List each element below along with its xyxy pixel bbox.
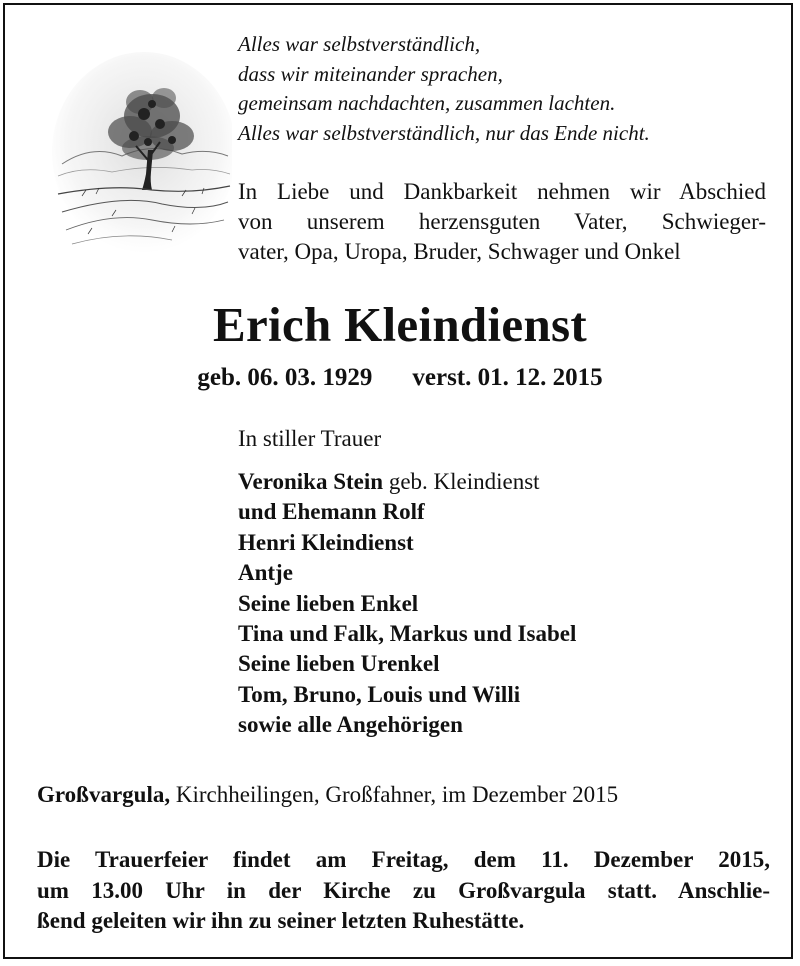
mourning-label: In stiller Trauer bbox=[238, 426, 382, 451]
place-and-date bbox=[37, 780, 618, 810]
place-main: Großvargula, bbox=[37, 782, 171, 807]
life-dates bbox=[0, 362, 800, 394]
intro-line: vater, Opa, Uropa, Bruder, Schwager und Onkel bbox=[238, 239, 681, 264]
birth-date: geb. 06. 03. 1929 bbox=[197, 364, 373, 391]
poem-line: dass wir miteinander sprachen, bbox=[238, 61, 503, 86]
funeral-line: um 13.00 Uhr in der Kirche zu Großvargula statt. Anschlie- bbox=[37, 877, 770, 903]
mourner-line: Seine lieben Enkel bbox=[238, 590, 419, 616]
poem-line: Alles war selbstverständlich, bbox=[238, 32, 481, 56]
poem-line: Alles war selbstverständlich, nur das Ende nicht. bbox=[238, 120, 650, 145]
poem-line: gemeinsam nachdachten, zusammen lachten. bbox=[238, 91, 616, 115]
death-date: verst. 01. 12. 2015 bbox=[412, 364, 603, 391]
deceased-name: Erich Kleindienst bbox=[213, 297, 587, 352]
mourner-maiden-name: geb. Kleindienst bbox=[383, 469, 540, 494]
mourner-line: Antje bbox=[238, 560, 293, 586]
tree-landscape-illustration bbox=[52, 44, 232, 256]
funeral-line: ßend geleiten wir ihn zu seiner letzten Ruhestätte. bbox=[37, 908, 525, 933]
mourner-line bbox=[238, 467, 576, 497]
funeral-line: Die Trauerfeier findet am Freitag, dem 11. Dezember 2015, bbox=[37, 847, 770, 872]
mourners-list bbox=[238, 467, 576, 741]
mourner-line: Henri Kleindienst bbox=[238, 529, 414, 555]
farewell-intro bbox=[238, 177, 766, 267]
mourner-line: sowie alle Angehörigen bbox=[238, 712, 463, 738]
place-rest: Kirchheilingen, Großfahner, im Dezember 2015 bbox=[170, 782, 619, 807]
mourner-line: Seine lieben Urenkel bbox=[238, 651, 440, 677]
mourner-line: Tina und Falk, Markus und Isabel bbox=[238, 621, 577, 647]
memorial-poem bbox=[238, 30, 650, 148]
intro-line: von unserem herzensguten Vater, Schwieger- bbox=[238, 209, 766, 234]
intro-line: In Liebe und Dankbarkeit nehmen wir Abschied bbox=[238, 179, 766, 204]
mourner-name: Veronika Stein bbox=[238, 469, 384, 494]
mourner-line: Tom, Bruno, Louis und Willi bbox=[238, 681, 521, 707]
funeral-notice bbox=[37, 845, 770, 937]
mourner-line: und Ehemann Rolf bbox=[238, 499, 425, 525]
